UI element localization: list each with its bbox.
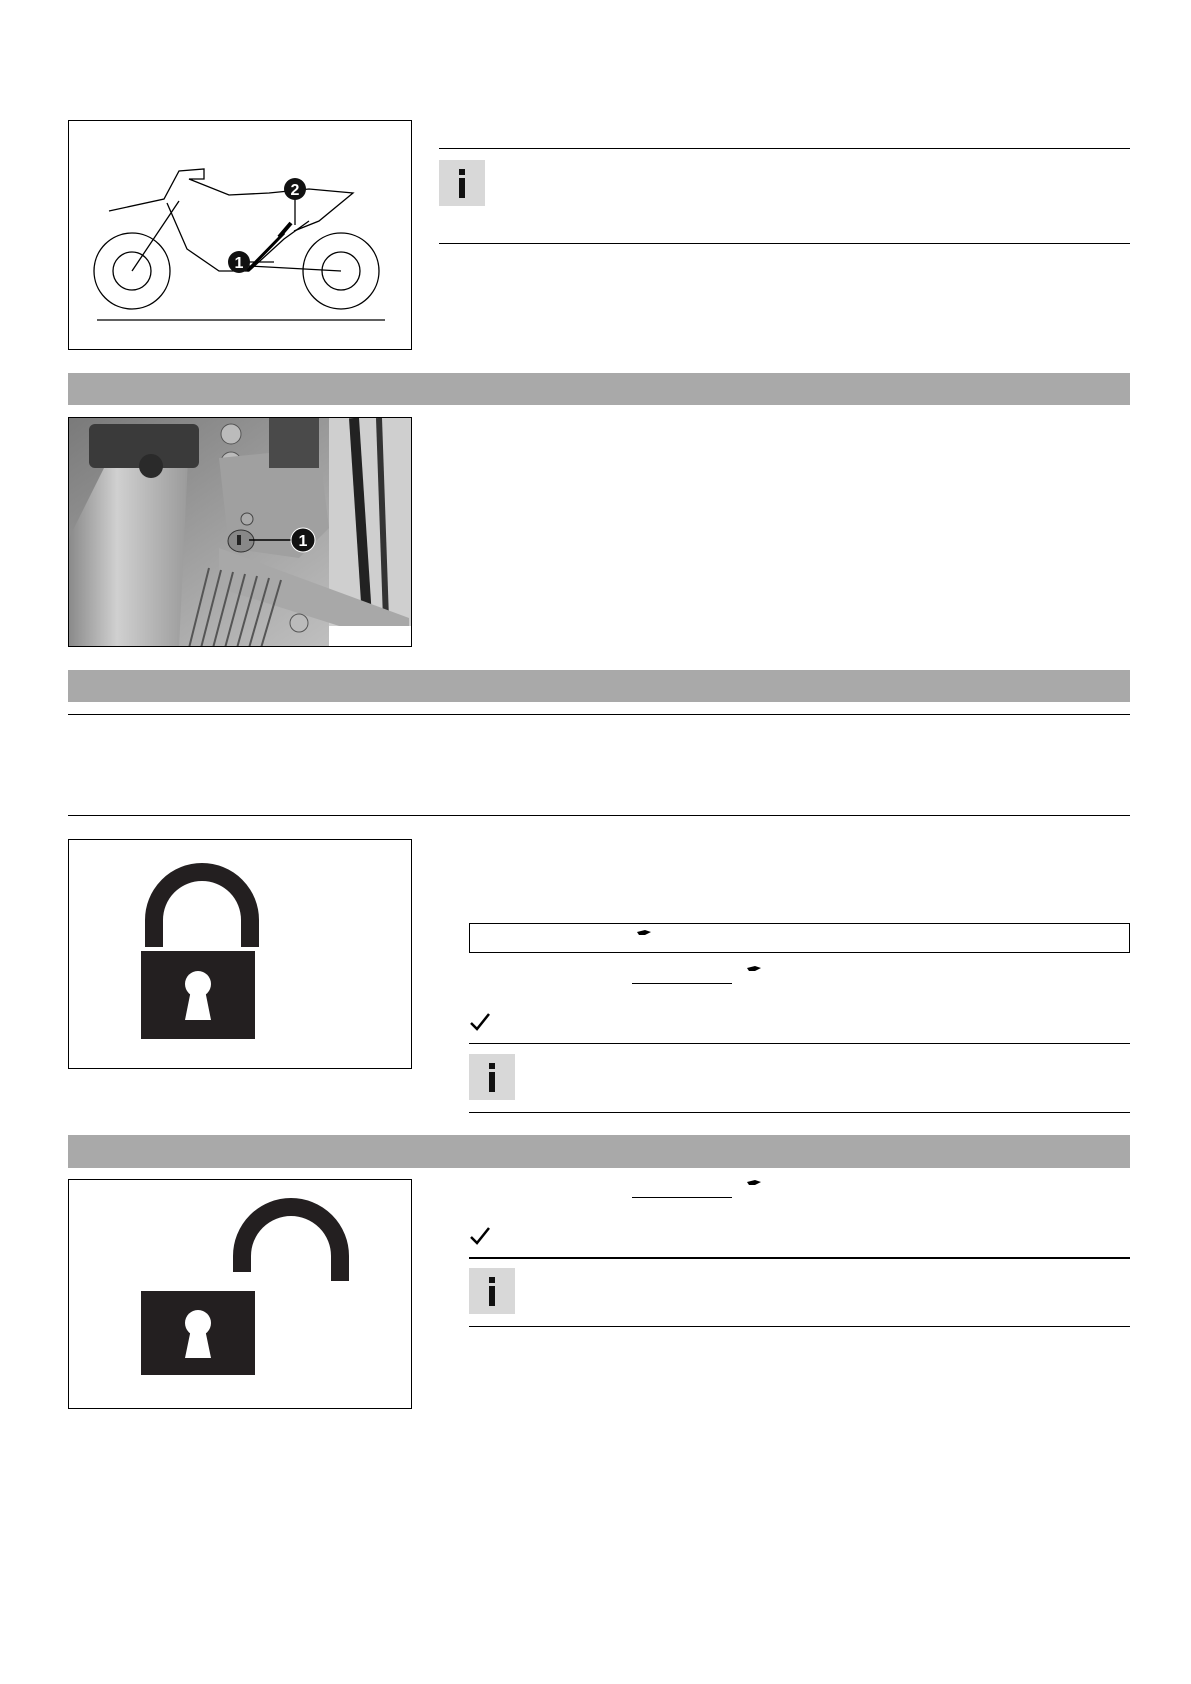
pointing-hand-icon bbox=[747, 964, 761, 974]
info-box-bottom-rule bbox=[469, 1112, 1130, 1113]
check-icon bbox=[469, 1226, 491, 1246]
bike-side-view-figure bbox=[68, 120, 412, 350]
lock-closed-figure bbox=[68, 839, 412, 1069]
section-heading-bar bbox=[68, 1135, 1130, 1168]
callout-1: 1 bbox=[298, 533, 308, 550]
motorcycle-outline-drawing bbox=[69, 121, 412, 350]
info-icon bbox=[469, 1268, 515, 1314]
info-box-bottom-rule bbox=[439, 243, 1130, 244]
pointing-hand-icon bbox=[747, 1178, 761, 1188]
specification-box bbox=[469, 923, 1130, 953]
steering-head-photo-illustration bbox=[69, 418, 412, 647]
link-underline[interactable] bbox=[632, 983, 732, 984]
info-icon bbox=[469, 1054, 515, 1100]
note-box-top-rule bbox=[68, 714, 1130, 715]
lock-open-figure bbox=[68, 1179, 412, 1409]
info-icon bbox=[439, 160, 485, 206]
callout-1: 1 bbox=[234, 255, 244, 272]
padlock-open-icon bbox=[69, 1180, 412, 1409]
link-underline[interactable] bbox=[632, 1197, 732, 1198]
section-heading-bar bbox=[68, 373, 1130, 405]
steering-lock-photo bbox=[68, 417, 412, 647]
section-heading-bar bbox=[68, 670, 1130, 702]
callout-2: 2 bbox=[290, 182, 300, 199]
padlock-closed-icon bbox=[69, 840, 412, 1069]
pointing-hand-icon bbox=[637, 928, 651, 938]
note-box-bottom-rule bbox=[68, 815, 1130, 816]
info-box-top-rule bbox=[469, 1043, 1130, 1044]
info-box-bottom-rule bbox=[469, 1326, 1130, 1327]
check-icon bbox=[469, 1012, 491, 1032]
info-box-top-rule bbox=[469, 1257, 1130, 1259]
info-box-top-rule bbox=[439, 148, 1130, 149]
